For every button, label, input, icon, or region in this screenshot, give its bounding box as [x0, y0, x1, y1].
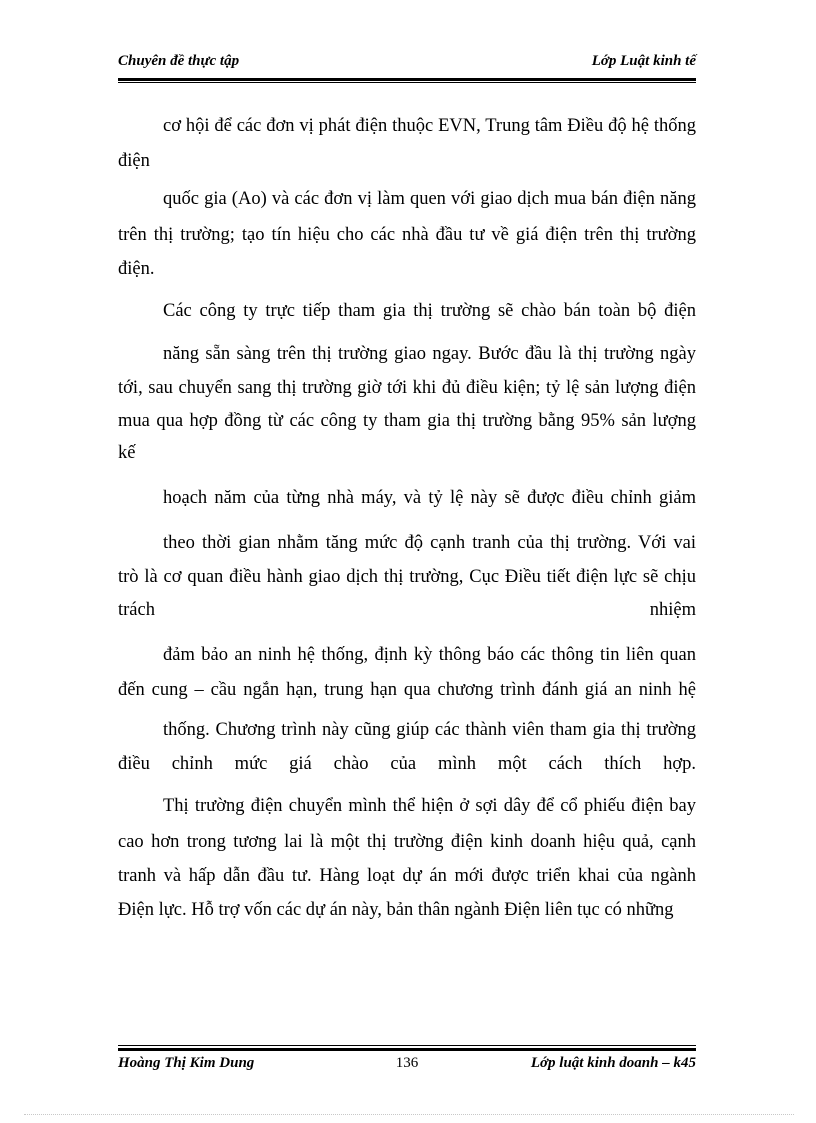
body-line: điều chỉnh mức giá chào của mình một cách thích hợp. [118, 754, 696, 774]
page-header [118, 51, 696, 75]
page-edge-divider [24, 1114, 794, 1115]
body-line: trách [118, 600, 155, 620]
footer-author: Hoàng Thị Kim Dung [118, 1055, 255, 1071]
body-line: trên thị trường; tạo tín hiệu cho các nhà đầu tư về giá điện trên thị trường [118, 225, 696, 245]
body-line: năng sẵn sàng trên thị trường giao ngay. Bước đầu là thị trường ngày [163, 344, 696, 364]
header-rule-thin [118, 82, 696, 83]
body-line: tranh và hấp dẫn đầu tư. Hàng loạt dự án mới được triển khai của ngành [118, 866, 696, 886]
body-line: Các công ty trực tiếp tham gia thị trường sẽ chào bán toàn bộ điện [163, 301, 696, 321]
body-line: hoạch năm của từng nhà máy, và tỷ lệ này sẽ được điều chỉnh giảm [163, 488, 696, 508]
footer-class: Lớp luật kinh doanh – k45 [530, 1055, 696, 1071]
body-line: Điện lực. Hỗ trợ vốn các dự án này, bản thân ngành Điện liên tục có những [118, 900, 674, 920]
body-line: mua qua hợp đồng từ các công ty tham gia thị trường bằng 95% sản lượng [118, 411, 696, 431]
header-rule-thick [118, 78, 696, 81]
page-footer [118, 1055, 696, 1077]
body-line: đến cung – cầu ngắn hạn, trung hạn qua chương trình đánh giá an ninh hệ [118, 680, 696, 700]
header-title: Chuyên đề thực tập [118, 53, 240, 69]
body-line: quốc gia (Ao) và các đơn vị làm quen với giao dịch mua bán điện năng [163, 189, 696, 209]
body-line: điện. [118, 259, 155, 279]
body-line: Thị trường điện chuyển mình thể hiện ở sợi dây để cổ phiếu điện bay [163, 796, 696, 816]
body-line: kế [118, 443, 136, 463]
body-line: cơ hội để các đơn vị phát điện thuộc EVN, Trung tâm Điều độ hệ thống [163, 116, 696, 136]
body-line: điện [118, 151, 150, 171]
body-line: theo thời gian nhằm tăng mức độ cạnh tranh của thị trường. Với vai [163, 533, 696, 553]
body-line: cao hơn trong tương lai là một thị trường điện kinh doanh hiệu quả, cạnh [118, 832, 696, 852]
body-line: nhiệm [649, 600, 696, 620]
body-line: thống. Chương trình này cũng giúp các thành viên tham gia thị trường [163, 720, 696, 740]
footer-rule-thin [118, 1045, 696, 1046]
body-line: đảm bảo an ninh hệ thống, định kỳ thông báo các thông tin liên quan [163, 645, 696, 665]
body-line: tới, sau chuyển sang thị trường giờ tới khi đủ điều kiện; tỷ lệ sản lượng điện [118, 378, 696, 398]
header-class: Lớp Luật kinh tế [591, 53, 696, 69]
body-line: trò là cơ quan điều hành giao dịch thị trường, Cục Điều tiết điện lực sẽ chịu [118, 567, 696, 587]
page-number: 136 [395, 1055, 419, 1071]
footer-rule-thick [118, 1048, 696, 1051]
